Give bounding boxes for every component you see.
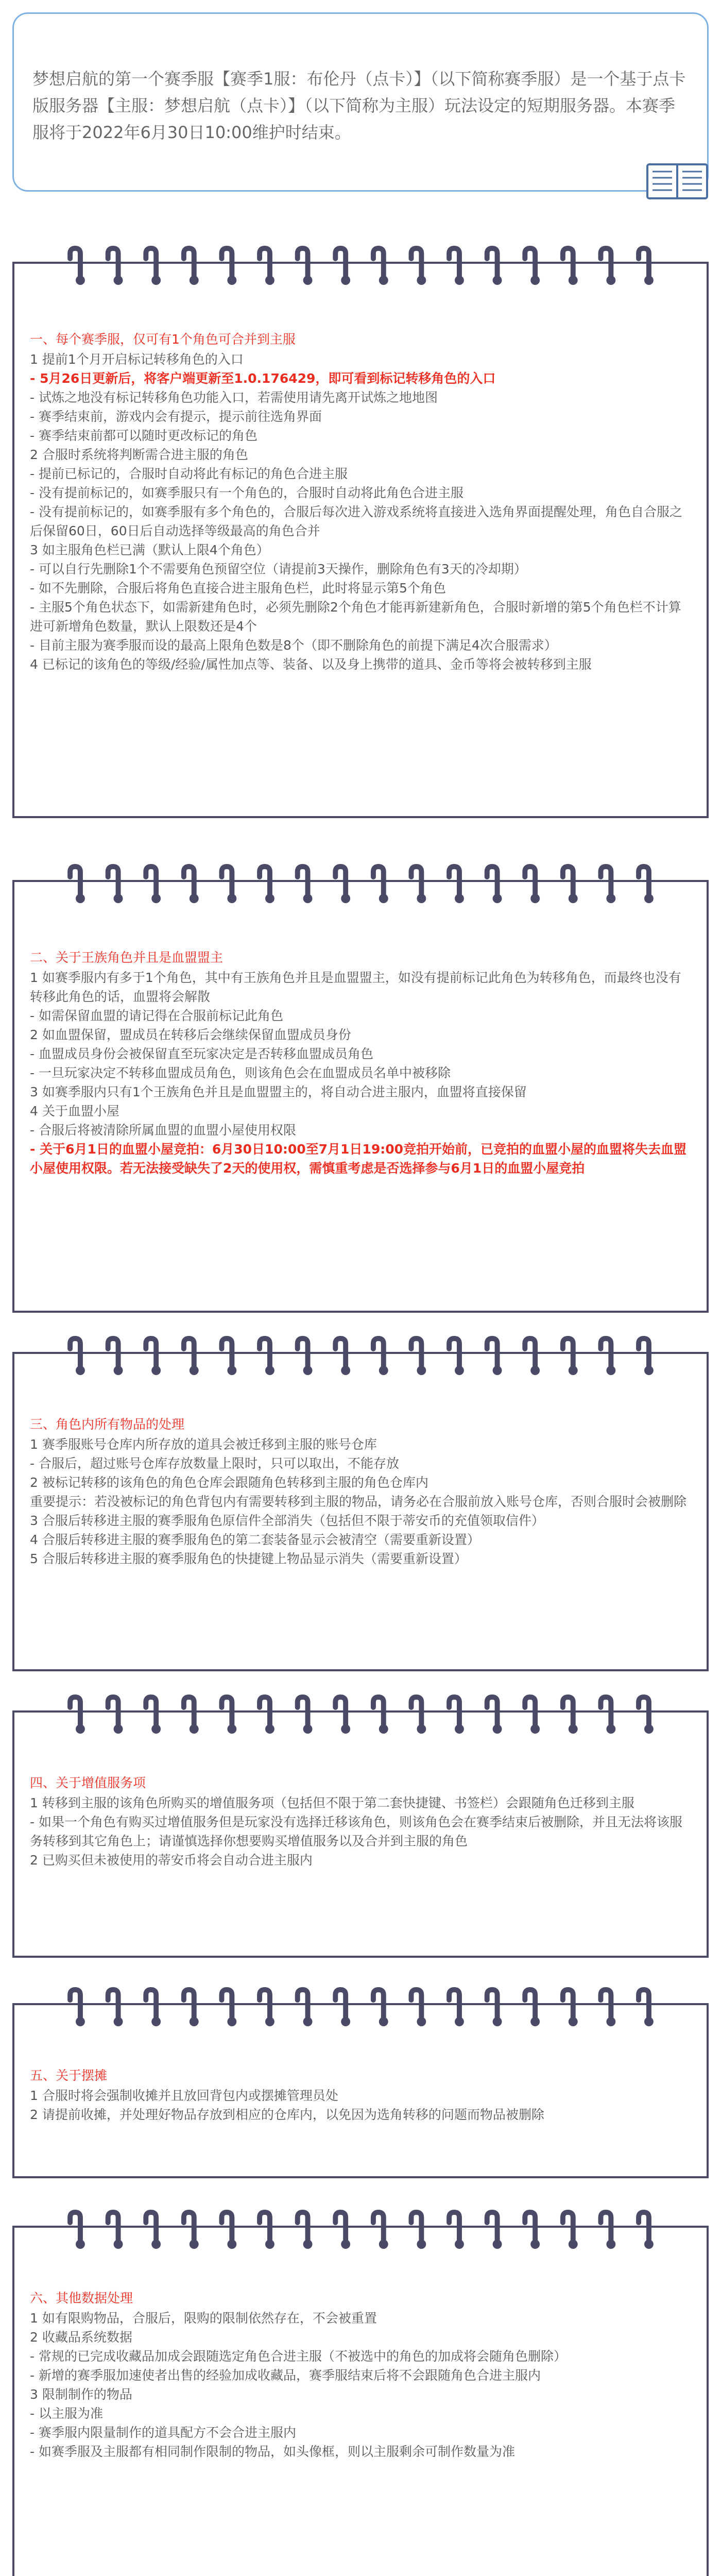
section-line: - 常规的已完成收藏品加成会跟随选定角色合进主服（不被选中的角色的加成将会随角色删除） <box>30 2349 566 2364</box>
binder-ring <box>373 1990 388 2026</box>
binder-ring <box>563 248 578 285</box>
binder-ring <box>108 248 123 285</box>
binder-ring <box>70 1697 85 1734</box>
binder-ring <box>563 2212 578 2249</box>
binder-ring <box>260 1697 274 1734</box>
section-line: 1 如赛季服内有多于1个角色，其中有王族角色并且是血盟盟主，如没有提前标记此角色为转移角色，而最终也没有转移此角色的话，血盟将会解散 <box>30 970 681 1004</box>
binder-ring <box>563 1338 578 1375</box>
section-card-3 <box>12 1352 709 1671</box>
section-line: - 目前主服为赛季服而设的最高上限角色数是8个（即不删除角色的前提下满足4次合服需求） <box>30 638 557 653</box>
section-body-3 <box>30 1415 691 1568</box>
binder-ring <box>373 867 388 903</box>
section-line: 3 限制制作的物品 <box>30 2387 132 2402</box>
binder-ring <box>411 248 426 285</box>
binder-ring <box>449 1990 464 2026</box>
section-line: - 血盟成员身份会被保留直至玩家决定是否转移血盟成员角色 <box>30 1046 373 1061</box>
section-card-2 <box>12 880 709 1313</box>
section-line: 4 合服后转移进主服的赛季服角色的第二套装备显示会被清空（需要重新设置） <box>30 1532 480 1547</box>
binder-ring <box>600 1990 615 2026</box>
binder-ring <box>108 1338 123 1375</box>
section-title-2: 二、关于王族角色并且是血盟盟主 <box>30 950 224 965</box>
binder-ring <box>563 1990 578 2026</box>
binder-ring <box>600 2212 615 2249</box>
binder-ring <box>525 1697 540 1734</box>
binder-ring <box>146 1338 161 1375</box>
section-line: - 合服后将被清除所属血盟的血盟小屋使用权限 <box>30 1123 296 1138</box>
binder-ring <box>184 867 199 903</box>
section-line: 3 合服后转移进主服的赛季服角色原信件全部消失（包括但不限于蒂安币的充值领取信件） <box>30 1513 544 1528</box>
section-line: - 如果一个角色有购买过增值服务但是玩家没有选择迁移该角色，则该角色会在赛季结束后被删除，并且无法将该服务转移到其它角色上；请谨慎选择你想要购买增值服务以及合并到主服的角色 <box>30 1815 682 1849</box>
binder-ring <box>146 2212 161 2249</box>
section-line: 2 被标记转移的该角色的角色仓库会跟随角色转移到主服的角色仓库内 <box>30 1475 428 1490</box>
binder-rings <box>76 1695 645 1736</box>
section-line: - 一旦玩家决定不转移血盟成员角色，则该角色会在血盟成员名单中被移除 <box>30 1065 451 1080</box>
binder-ring <box>221 867 236 903</box>
section-line: - 试炼之地没有标记转移角色功能入口，若需使用请先离开试炼之地地图 <box>30 390 438 405</box>
binder-ring <box>411 1338 426 1375</box>
binder-ring <box>298 2212 313 2249</box>
binder-ring <box>221 2212 236 2249</box>
binder-rings <box>76 1988 645 2029</box>
binder-ring <box>221 1338 236 1375</box>
binder-ring <box>373 248 388 285</box>
binder-ring <box>449 2212 464 2249</box>
binder-ring <box>298 1697 313 1734</box>
binder-ring <box>487 248 502 285</box>
section-line: 1 合服时将会强制收摊并且放回背包内或摆摊管理员处 <box>30 2088 338 2103</box>
binder-ring <box>525 2212 540 2249</box>
binder-ring <box>335 867 350 903</box>
binder-rings <box>76 1336 645 1378</box>
binder-ring <box>70 2212 85 2249</box>
binder-ring <box>449 867 464 903</box>
section-line: - 可以自行先删除1个不需要角色预留空位（请提前3天操作，删除角色有3天的冷却期） <box>30 562 527 577</box>
binder-ring <box>563 867 578 903</box>
section-line: - 以主服为准 <box>30 2406 103 2421</box>
binder-ring <box>146 248 161 285</box>
binder-ring <box>639 2212 654 2249</box>
binder-ring <box>298 1338 313 1375</box>
binder-ring <box>373 1697 388 1734</box>
section-body-1 <box>30 330 691 674</box>
binder-ring <box>639 248 654 285</box>
section-line: 1 赛季服账号仓库内所存放的道具会被迁移到主服的账号仓库 <box>30 1437 377 1452</box>
binder-ring <box>146 1990 161 2026</box>
section-line: - 新增的赛季服加速使者出售的经验加成收藏品，赛季服结束后将不会跟随角色合进主服内 <box>30 2368 541 2383</box>
binder-ring <box>298 248 313 285</box>
binder-ring <box>639 867 654 903</box>
binder-ring <box>411 1990 426 2026</box>
section-title-6: 六、其他数据处理 <box>30 2291 133 2306</box>
binder-ring <box>108 1990 123 2026</box>
binder-ring <box>260 2212 274 2249</box>
binder-ring <box>487 1990 502 2026</box>
binder-ring <box>70 1990 85 2026</box>
section-line: 2 如血盟保留，盟成员在转移后会继续保留血盟成员身份 <box>30 1027 351 1042</box>
binder-ring <box>487 1697 502 1734</box>
intro-text: 梦想启航的第一个赛季服【赛季1服：布伦丹（点卡）】（以下简称赛季服）是一个基于点卡版服务器【主服：梦想启航（点卡）】（以下简称为主服）玩法设定的短期服务器。本赛季服将于2022年6月30日10:00维护时结束。 <box>32 69 686 142</box>
intro-box <box>12 12 709 192</box>
binder-ring <box>146 867 161 903</box>
binder-ring <box>525 1338 540 1375</box>
binder-ring <box>449 1697 464 1734</box>
binder-ring <box>639 1697 654 1734</box>
section-line: 2 请提前收摊，并处理好物品存放到相应的仓库内，以免因为选角转移的问题而物品被删除 <box>30 2107 544 2122</box>
section-line: 4 已标记的该角色的等级/经验/属性加点等、装备、以及身上携带的道具、金币等将会被转移到主服 <box>30 657 592 672</box>
binder-ring <box>373 1338 388 1375</box>
section-line: - 如赛季服及主服都有相同制作限制的物品，如头像框，则以主服剩余可制作数量为准 <box>30 2444 515 2459</box>
binder-ring <box>70 1338 85 1375</box>
section-card-6 <box>12 2226 709 2576</box>
binder-ring <box>600 1697 615 1734</box>
section-body-2 <box>30 948 691 1178</box>
section-line: - 合服后，超过账号仓库存放数量上限时，只可以取出，不能存放 <box>30 1456 399 1471</box>
section-card-4 <box>12 1710 709 1958</box>
binder-ring <box>108 867 123 903</box>
section-line: 3 如赛季服内只有1个王族角色并且是血盟盟主的，将自动合进主服内，血盟将直接保留 <box>30 1084 527 1099</box>
binder-ring <box>221 248 236 285</box>
binder-rings <box>76 246 645 287</box>
section-body-4 <box>30 1773 691 1870</box>
section-title-4: 四、关于增值服务项 <box>30 1775 146 1790</box>
binder-rings <box>76 865 645 906</box>
section-line: 1 提前1个月开启标记转移角色的入口 <box>30 352 244 367</box>
binder-ring <box>449 1338 464 1375</box>
section-line: 2 已购买但未被使用的蒂安币将会自动合进主服内 <box>30 1853 313 1868</box>
section-line: - 没有提前标记的，如赛季服有多个角色的，合服后每次进入游戏系统将直接进入选角界面提醒处理，角色自合服之后保留60日，60日后自动选择等级最高的角色合并 <box>30 504 682 538</box>
binder-ring <box>600 248 615 285</box>
section-line: 2 合服时系统将判断需合进主服的角色 <box>30 447 248 462</box>
binder-ring <box>221 1697 236 1734</box>
section-title-3: 三、角色内所有物品的处理 <box>30 1417 185 1432</box>
binder-ring <box>563 1697 578 1734</box>
section-line: - 提前已标记的，合服时自动将此有标记的角色合进主服 <box>30 466 348 481</box>
binder-ring <box>184 1990 199 2026</box>
binder-ring <box>487 867 502 903</box>
binder-ring <box>260 1990 274 2026</box>
binder-ring <box>600 1338 615 1375</box>
binder-ring <box>335 2212 350 2249</box>
binder-ring <box>298 1990 313 2026</box>
binder-ring <box>449 248 464 285</box>
section-line: - 赛季结束前都可以随时更改标记的角色 <box>30 428 258 443</box>
binder-ring <box>260 248 274 285</box>
binder-ring <box>260 867 274 903</box>
binder-ring <box>260 1338 274 1375</box>
binder-ring <box>70 867 85 903</box>
section-line: 1 如有限购物品，合服后，限购的限制依然存在，不会被重置 <box>30 2311 377 2326</box>
binder-ring <box>298 867 313 903</box>
section-line: - 主服5个角色状态下，如需新建角色时，必须先删除2个角色才能再新建新角色，合服时新增的第5个角色栏不计算进可新增角色数量，默认上限数还是4个 <box>30 600 681 634</box>
section-line: 5 合服后转移进主服的赛季服角色的快捷键上物品显示消失（需要重新设置） <box>30 1551 467 1566</box>
binder-ring <box>184 248 199 285</box>
open-book-icon <box>645 160 709 201</box>
section-card-5 <box>12 2003 709 2178</box>
binder-ring <box>487 1338 502 1375</box>
binder-ring <box>639 1338 654 1375</box>
binder-ring <box>600 867 615 903</box>
binder-ring <box>335 1338 350 1375</box>
binder-ring <box>184 2212 199 2249</box>
section-line: 重要提示：若没被标记的角色背包内有需要转移到主服的物品，请务必在合服前放入账号仓库，否则合服时会被删除 <box>30 1494 687 1509</box>
section-title-1: 一、每个赛季服，仅可有1个角色可合并到主服 <box>30 332 296 347</box>
binder-ring <box>373 2212 388 2249</box>
section-line-highlight: - 5月26日更新后，将客户端更新至1.0.176429，即可看到标记转移角色的入口 <box>30 371 496 386</box>
binder-ring <box>335 1697 350 1734</box>
binder-ring <box>411 1697 426 1734</box>
section-line: - 赛季结束前，游戏内会有提示，提示前往选角界面 <box>30 409 322 424</box>
section-line: - 如不先删除，合服后将角色直接合进主服角色栏，此时将显示第5个角色 <box>30 581 446 596</box>
binder-ring <box>525 248 540 285</box>
section-card-1 <box>12 262 709 818</box>
section-line: 3 如主服角色栏已满（默认上限4个角色） <box>30 543 269 557</box>
section-line: 1 转移到主服的该角色所购买的增值服务项（包括但不限于第二套快捷键、书签栏）会跟随角色迁移到主服 <box>30 1795 634 1810</box>
binder-ring <box>335 1990 350 2026</box>
section-line: 4 关于血盟小屋 <box>30 1104 119 1118</box>
binder-ring <box>335 248 350 285</box>
binder-ring <box>411 867 426 903</box>
section-body-5 <box>30 2066 691 2124</box>
section-line: - 没有提前标记的，如赛季服只有一个角色的，合服时自动将此角色合进主服 <box>30 485 464 500</box>
binder-ring <box>525 867 540 903</box>
binder-ring <box>221 1990 236 2026</box>
binder-ring <box>146 1697 161 1734</box>
binder-ring <box>411 2212 426 2249</box>
section-line: 2 收藏品系统数据 <box>30 2330 132 2345</box>
binder-ring <box>108 2212 123 2249</box>
binder-rings <box>76 2210 645 2251</box>
binder-ring <box>184 1697 199 1734</box>
binder-ring <box>639 1990 654 2026</box>
binder-ring <box>525 1990 540 2026</box>
binder-ring <box>108 1697 123 1734</box>
binder-ring <box>70 248 85 285</box>
binder-ring <box>184 1338 199 1375</box>
binder-ring <box>487 2212 502 2249</box>
section-body-6 <box>30 2289 691 2461</box>
section-line-highlight: - 关于6月1日的血盟小屋竞拍：6月30日10:00至7月1日19:00竞拍开始前，已竞拍的血盟小屋的血盟将失去血盟小屋使用权限。若无法接受缺失了2天的使用权，需慎重考虑是否选择参与6月1日的血盟小屋竞拍 <box>30 1142 687 1176</box>
section-title-5: 五、关于摆摊 <box>30 2068 108 2083</box>
section-line: - 赛季服内限量制作的道具配方不会合进主服内 <box>30 2425 296 2440</box>
section-line: - 如需保留血盟的请记得在合服前标记此角色 <box>30 1008 283 1023</box>
